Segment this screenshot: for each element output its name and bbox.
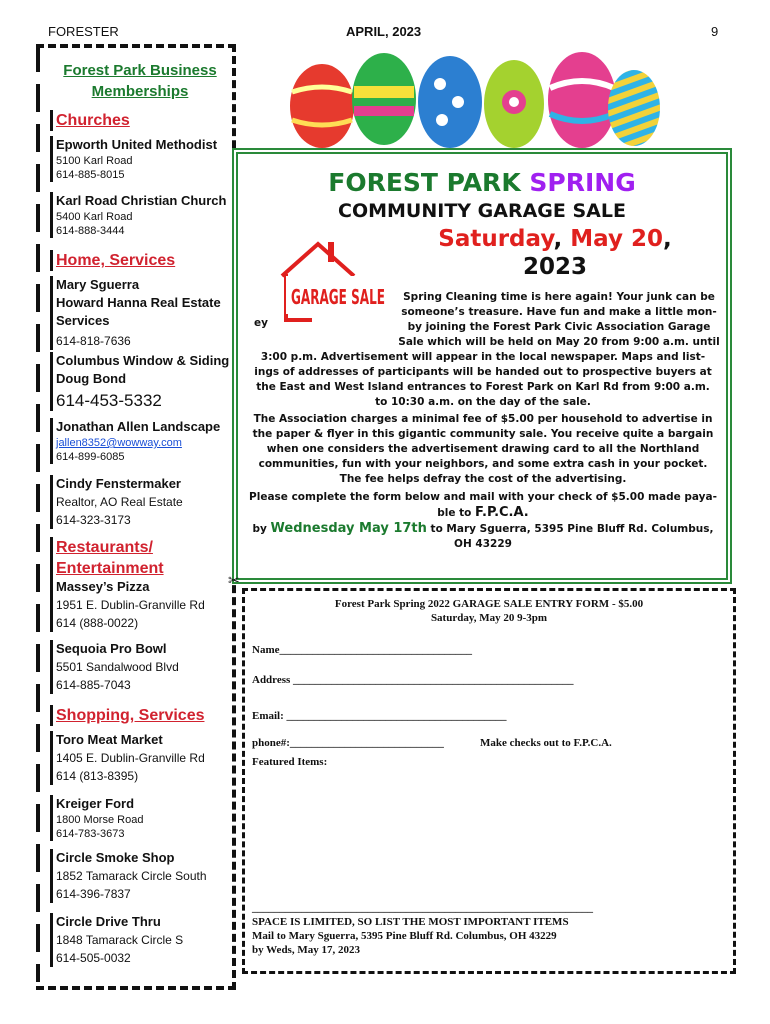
category-home-services: Home, Services	[50, 250, 175, 271]
listing-address: 5400 Karl Road	[56, 211, 133, 223]
form-title: Forest Park Spring 2022 GARAGE SALE ENTRY FORM - $5.00	[334, 598, 644, 610]
p3-text: by	[252, 523, 271, 535]
p3-line: OH 43229	[454, 538, 512, 550]
listing-name: Sequoia Pro Bowl	[56, 641, 167, 656]
category-restaurants-line1: Restaurants/	[56, 539, 153, 556]
listing-address: 1405 E. Dublin-Granville Rd	[56, 751, 205, 765]
listing-address: 1852 Tamarack Circle South	[56, 869, 207, 883]
listing-name: Circle Drive Thru	[56, 914, 161, 929]
p3-line2	[244, 505, 722, 521]
listing-company: Howard Hanna Real Estate	[56, 295, 221, 310]
listing-cindy-fenstermaker	[50, 475, 236, 529]
listing-jonathan-allen	[50, 418, 236, 464]
flyer-paragraph1-top	[394, 290, 724, 350]
listing-phone: 614-899-6085	[56, 451, 125, 463]
checks-note: Make checks out to F.P.C.A.	[480, 737, 612, 749]
listing-name: Jonathan Allen Landscape	[56, 419, 221, 434]
listing-name: Mary Sguerra	[56, 277, 140, 292]
category-churches: Churches	[50, 110, 130, 131]
flyer-paragraph2	[244, 412, 722, 487]
listing-name: Toro Meat Market	[56, 732, 163, 747]
listing-name: Epworth United Methodist	[56, 137, 218, 152]
phone-field[interactable]: phone#:____________________________	[252, 737, 444, 749]
listing-address: 5100 Karl Road	[56, 155, 133, 167]
listing-toro-meat-market	[50, 731, 236, 785]
listing-phone: 614-888-3444	[56, 225, 125, 237]
listing-phone: 614-453-5332	[56, 391, 162, 410]
listing-columbus-window	[50, 352, 236, 411]
listing-phone: 614 (888-0022)	[56, 616, 139, 630]
p1-line: Spring Cleaning time is here again! Your junk can be	[403, 291, 715, 303]
listing-phone: 614-885-7043	[56, 678, 131, 692]
category-restaurants	[50, 537, 164, 579]
p1-line: ings of addresses of participants will be handed out to prospective buyers at	[254, 366, 712, 378]
mail-to: Mail to Mary Sguerra, 5395 Pine Bluff Rd. Columbus, OH 43229	[252, 930, 557, 942]
listing-company: Realtor, AO Real Estate	[56, 495, 183, 509]
egg-blue	[418, 56, 482, 148]
egg-pink	[548, 52, 616, 148]
listing-address: 1800 Morse Road	[56, 814, 144, 826]
flyer-date	[420, 226, 690, 252]
date-day: May 20	[570, 226, 663, 252]
listing-circle-smoke-shop	[50, 849, 236, 903]
listing-address: 1951 E. Dublin-Granville Rd	[56, 598, 205, 612]
egg-red	[290, 64, 354, 148]
flyer-title-a: FOREST PARK	[328, 168, 530, 197]
listing-circle-drive-thru	[50, 913, 236, 967]
egg-striped	[608, 70, 660, 146]
listing-phone: 614-783-3673	[56, 828, 125, 840]
listing-mary-sguerra	[50, 276, 236, 350]
p2-line: the paper & flyer in this gigantic community sale. You receive quite a bargain	[252, 428, 714, 440]
easter-eggs-illustration	[282, 44, 662, 154]
deadline-date: Wednesday May 17th	[270, 521, 427, 536]
flyer-subtitle: COMMUNITY GARAGE SALE	[338, 200, 626, 222]
category-shopping: Shopping, Services	[50, 705, 204, 726]
flyer-year: 2023	[522, 254, 587, 280]
p2-line: when one considers the advertisement drawing card to all the Northland	[266, 443, 700, 455]
p2-line: communities, fun with your neighbors, and some extra cash in your pocket.	[258, 458, 708, 470]
featured-items-line: ______________________________________________________________	[252, 902, 593, 914]
page-number: 9	[711, 24, 719, 39]
listing-karl-road-church	[50, 192, 236, 238]
listing-phone: 614 (813-8395)	[56, 769, 139, 783]
p1-line: Sale which will be held on May 20 from 9:00 a.m. until	[398, 336, 720, 348]
listing-contact: Doug Bond	[56, 371, 127, 386]
publication-name: FORESTER	[48, 24, 119, 39]
p3-text: ble to	[437, 507, 476, 519]
p2-line: The fee helps defray the cost of the advertising.	[339, 473, 627, 485]
p1-line: 3:00 p.m. Advertisement will appear in the local newspaper. Maps and list-	[260, 351, 706, 363]
listing-sequoia-pro-bowl	[50, 640, 236, 694]
scissors-icon: ✂	[228, 572, 240, 588]
flyer-paragraph1-bottom	[244, 350, 722, 410]
flyer-title	[242, 168, 722, 197]
egg-green	[352, 53, 416, 145]
sign-text: GARAGE SALE	[291, 285, 385, 309]
listing-phone: 614-885-8015	[56, 169, 125, 181]
listing-name: Massey’s Pizza	[56, 579, 150, 594]
p3-text: to Mary Sguerra, 5395 Pine Bluff Rd. Columbus,	[426, 523, 714, 535]
form-subtitle: Saturday, May 20 9-3pm	[430, 612, 548, 624]
form-deadline: by Weds, May 17, 2023	[252, 944, 360, 956]
listing-name: Cindy Fenstermaker	[56, 476, 181, 491]
sidebar-left-border	[36, 44, 40, 982]
listing-address: 1848 Tamarack Circle S	[56, 933, 184, 947]
p1-line: to 10:30 a.m. on the day of the sale.	[375, 396, 591, 408]
listing-masseys-pizza	[50, 578, 236, 632]
p1-line: by joining the Forest Park Civic Association Garage	[407, 321, 711, 333]
flyer-fragment: ey	[254, 317, 268, 329]
garage-sale-sign-icon	[272, 238, 392, 328]
category-restaurants-line2: Entertainment	[56, 560, 164, 577]
listing-address: 5501 Sandalwood Blvd	[56, 660, 179, 674]
email-field[interactable]: Email: ________________________________________	[252, 710, 507, 722]
date-weekday: Saturday	[438, 226, 554, 252]
listing-name: Circle Smoke Shop	[56, 850, 175, 865]
address-field[interactable]: Address ___________________________________________________	[252, 674, 574, 686]
listing-name: Karl Road Christian Church	[56, 193, 227, 208]
payee-name: F.P.C.A.	[475, 505, 529, 520]
sidebar-title-line1: Forest Park Business	[63, 62, 217, 79]
date-comma: ,	[663, 226, 672, 252]
listing-epworth	[50, 136, 236, 182]
p1-line: the East and West Island entrances to Forest Park on Karl Rd from 9:00 a.m.	[256, 381, 710, 393]
sidebar-title-line2: Memberships	[91, 83, 189, 100]
flyer-paragraph3	[244, 490, 722, 552]
date-sep: ,	[553, 226, 571, 252]
p3-line: Please complete the form below and mail with your check of $5.00 made paya-	[249, 491, 717, 503]
listing-phone: 614-818-7636	[56, 334, 131, 348]
sidebar-title	[50, 60, 230, 102]
listing-name: Kreiger Ford	[56, 796, 135, 811]
listing-phone: 614-323-3173	[56, 513, 131, 527]
p2-line: The Association charges a minimal fee of $5.00 per household to advertise in	[253, 413, 713, 425]
listing-email-link[interactable]: jallen8352@wowway.com	[56, 437, 182, 449]
listing-kreiger-ford	[50, 795, 236, 841]
space-notice: SPACE IS LIMITED, SO LIST THE MOST IMPORTANT ITEMS	[252, 916, 569, 928]
name-field[interactable]: Name___________________________________	[252, 644, 472, 656]
flyer-title-b: SPRING	[529, 168, 636, 197]
p3-line3	[244, 521, 722, 537]
p1-line: someone’s treasure. Have fun and make a little mon-	[401, 306, 717, 318]
listing-company-cont: Services	[56, 313, 110, 328]
listing-name: Columbus Window & Siding	[56, 353, 230, 368]
issue-date: APRIL, 2023	[346, 24, 422, 39]
listing-phone: 614-505-0032	[56, 951, 131, 965]
listing-phone: 614-396-7837	[56, 887, 131, 901]
featured-items-field[interactable]: Featured Items:	[252, 756, 328, 768]
